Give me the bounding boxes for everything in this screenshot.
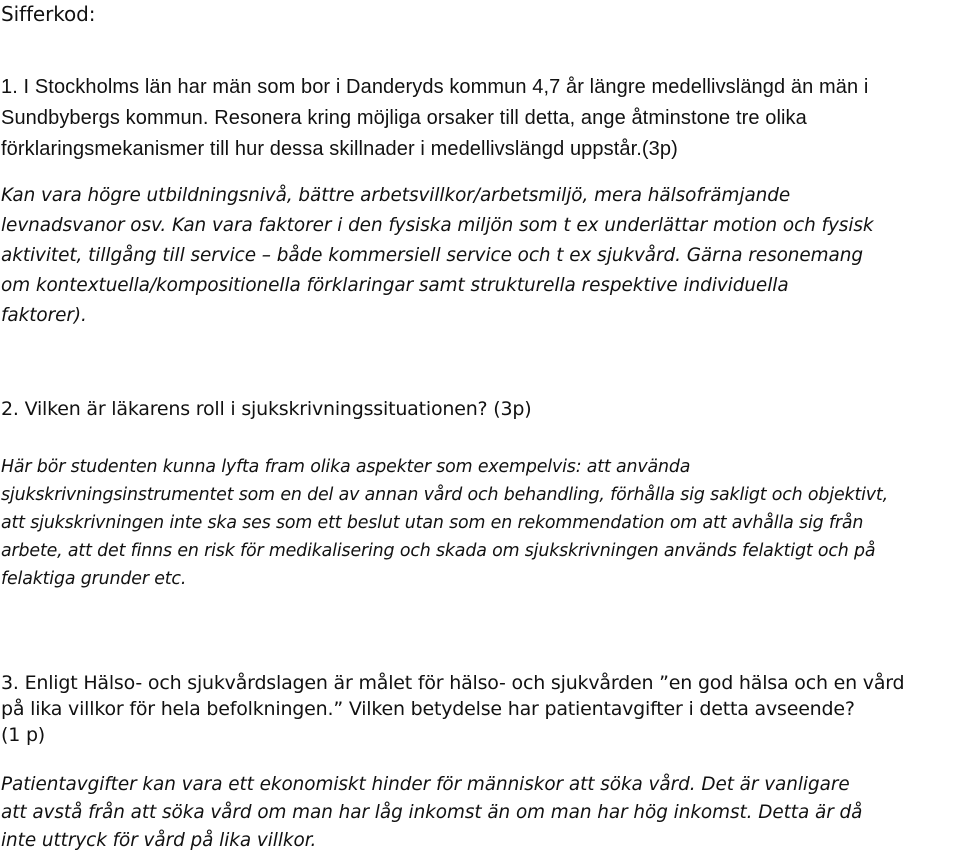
answer-2-line-3: att sjukskrivningen inte ska ses som ett beslut utan som en rekommendation om att avhålla sig från (1, 513, 864, 533)
question-2-line-1: 2. Vilken är läkarens roll i sjukskrivningssituationen? (3p) (1, 398, 532, 420)
answer-2-line-1: Här bör studenten kunna lyfta fram olika aspekter som exempelvis: att använda (1, 457, 691, 477)
answer-1-line-4: om kontextuella/kompositionella förklaringar samt strukturella respektive individuella (1, 275, 789, 296)
answer-1-line-2: levnadsvanor osv. Kan vara faktorer i den fysiska miljön som t ex underlättar motion och fysisk (1, 215, 874, 236)
answer-3-line-3: inte uttryck för vård på lika villkor. (1, 830, 317, 851)
answer-3-line-2: att avstå från att söka vård om man har låg inkomst än om man har hög inkomst. Detta är då (1, 802, 863, 823)
question-3-line-2: på lika villkor för hela befolkningen.” Vilken betydelse har patientavgifter i detta avseende? (1, 698, 855, 720)
answer-2-line-2: sjukskrivningsinstrumentet som en del av annan vård och behandling, förhålla sig sakligt och objektivt, (1, 485, 888, 505)
page-heading: Sifferkod: (1, 2, 96, 26)
answer-2-line-5: felaktiga grunder etc. (1, 569, 187, 589)
answer-2-line-4: arbete, att det finns en risk för medikalisering och skada om sjukskrivningen används felaktigt och på (1, 541, 876, 561)
answer-1-line-5: faktorer). (1, 305, 87, 326)
question-1-line-2: Sundbybergs kommun. Resonera kring möjliga orsaker till detta, ange åtminstone tre olika (1, 107, 807, 129)
answer-3-line-1: Patientavgifter kan vara ett ekonomiskt hinder för människor att söka vård. Det är vanligare (1, 774, 850, 795)
answer-1-line-3: aktivitet, tillgång till service – både kommersiell service och t ex sjukvård. Gärna resonemang (1, 245, 863, 266)
question-1-line-3: förklaringsmekanismer till hur dessa skillnader i medellivslängd uppstår.(3p) (1, 138, 678, 160)
question-3-line-3: (1 p) (1, 724, 46, 746)
question-3-line-1: 3. Enligt Hälso- och sjukvårdslagen är målet för hälso- och sjukvården ”en god hälsa och en vård (1, 672, 905, 694)
answer-1-line-1: Kan vara högre utbildningsnivå, bättre arbetsvillkor/arbetsmiljö, mera hälsofrämjande (1, 185, 791, 206)
question-1-line-1: 1. I Stockholms län har män som bor i Danderyds kommun 4,7 år längre medellivslängd än män i (1, 76, 869, 98)
